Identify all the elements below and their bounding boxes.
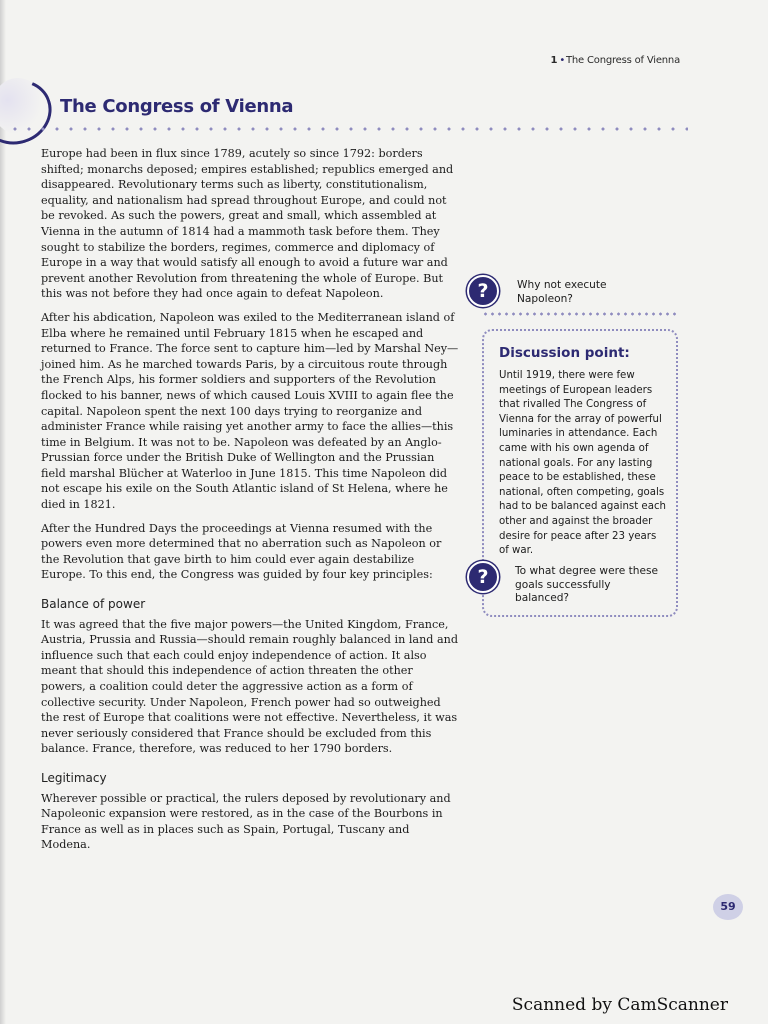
sidebar-question-1: Why not execute Napoleon?	[517, 279, 607, 305]
bullet-icon: •	[559, 55, 566, 66]
paragraph: Europe had been in flux since 1789, acutely so since 1792: borders shifted; monarchs deposed; empires established; republics emerged and disappeared. Revolutionary terms such as liberty, constitutionalism, equality, and nationalism had spread throughout Europe, and could not be revoked. As such the powers, great and small, which assembled at Vienna in the autumn of 1814 had a mammoth task before them. They sought to stabilize the borders, regimes, commerce and diplomacy of Europe in a way that would satisfy all enough to avoid a future war and prevent another Revolution from threatening the whole of Europe. But this was not before they had once again to defeat Napoleon.	[41, 147, 454, 301]
main-text	[41, 146, 461, 861]
discussion-title: Discussion point:	[499, 345, 630, 361]
sidebar-question-2: To what degree were these goals successfully balanced?	[515, 565, 659, 604]
title-dotted-rule	[8, 127, 688, 131]
question-icon: ?	[467, 275, 499, 307]
scan-edge	[0, 0, 6, 1024]
section-heading: Legitimacy	[41, 770, 107, 785]
scanner-watermark: Scanned by CamScanner	[511, 995, 728, 1015]
paragraph: After the Hundred Days the proceedings at Vienna resumed with the powers even more determined that no aberration such as Napoleon or the Revolution that gave birth to him could ever again destabilize Europe. To this end, the Congress was guided by four key principles:	[41, 521, 442, 582]
title-block	[0, 76, 700, 146]
running-head	[551, 55, 680, 66]
page-title: The Congress of Vienna	[60, 96, 294, 117]
sidebar-dotted-rule	[482, 312, 676, 316]
running-head-page-number: 1	[550, 55, 558, 66]
section-text: Wherever possible or practical, the rulers deposed by revolutionary and Napoleonic expansion were restored, as in the case of the Bourbons in France as well as in places such as Spain, Portugal, Tuscany and Modena.	[41, 791, 451, 852]
paragraph: After his abdication, Napoleon was exiled to the Mediterranean island of Elba where he remained until February 1815 when he escaped and returned to France. The force sent to capture him—led by Marshal Ney—joined him. As he marched towards Paris, by a circuitous route through the French Alps, his former soldiers and supporters of the Revolution flocked to his banner, news of which caused Louis XVIII to again flee the capital. Napoleon spent the next 100 days trying to reorganize and administer France while raising yet another army to face the allies—this time in Belgium. It was not to be. Napoleon was defeated by an Anglo-Prussian force under the British Duke of Wellington and the Prussian field marshal Blücher at Waterloo in June 1815. This time Napoleon did not escape his exile on the South Atlantic island of St Helena, where he died in 1821.	[41, 310, 459, 512]
running-head-chapter: The Congress of Vienna	[566, 55, 680, 66]
section-text: It was agreed that the five major powers—the United Kingdom, France, Austria, Prussia and Russia—should remain roughly balanced in land and influence such that each could enjoy independence of action. It also meant that should this independence of action threaten the other powers, a coalition could deter the aggressive action as a form of collective security. Under Napoleon, French power had so outweighed the rest of Europe that coalitions were not effective. Nevertheless, it was never seriously considered that France should be excluded from this balance. France, therefore, was reduced to her 1790 borders.	[41, 617, 459, 756]
discussion-text: Until 1919, there were few meetings of European leaders that rivalled The Congress of Vienna for the array of powerful luminaries in attendance. Each came with his own agenda of national goals. For any lasting peace to be established, these national, often competing, goals had to be balanced against each other and against the broader desire for peace after 23 years of war.	[499, 370, 667, 557]
section-heading: Balance of power	[41, 597, 146, 612]
page-number-badge: 59	[713, 894, 743, 920]
question-icon: ?	[467, 561, 499, 593]
title-arc-icon	[0, 70, 61, 155]
